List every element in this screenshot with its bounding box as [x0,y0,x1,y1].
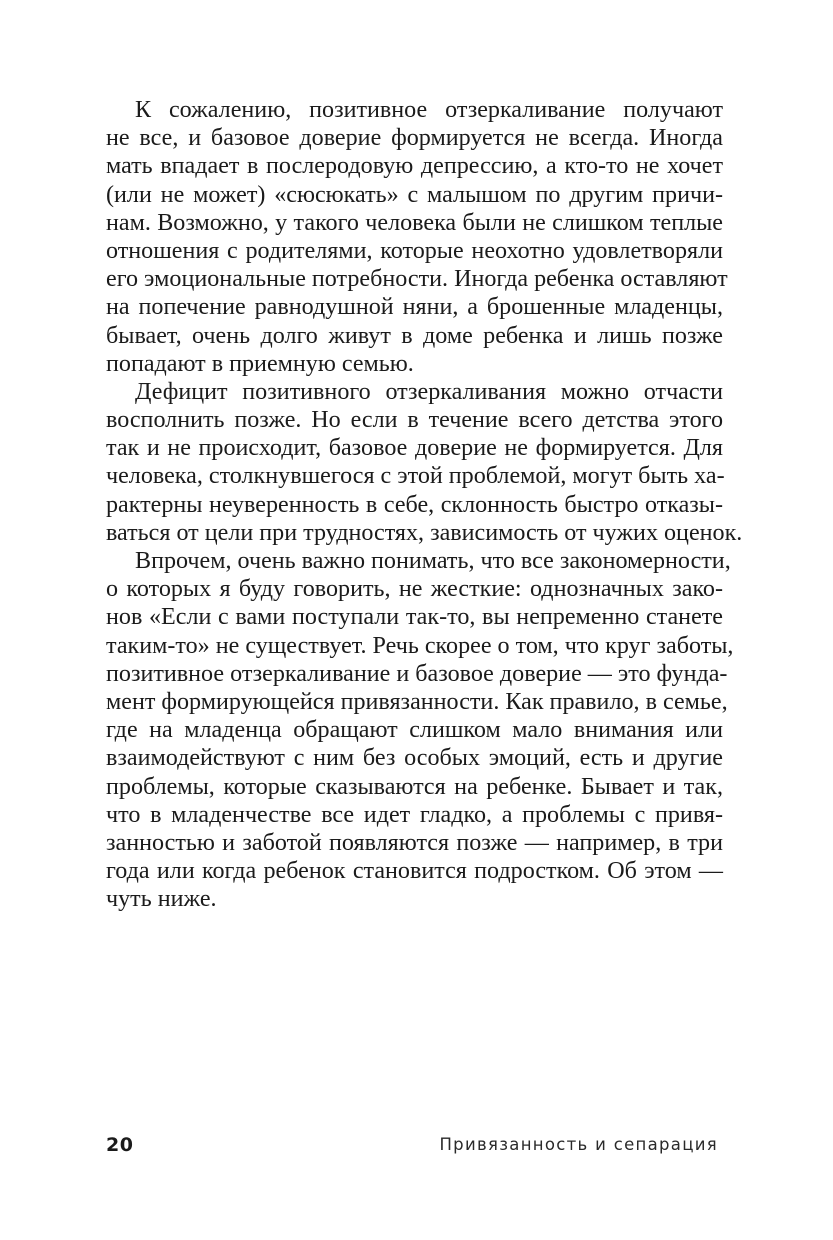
text-line: что в младенчестве все идет гладко, а проблемы с привя- [106,801,723,828]
text-line: отношения с родителями, которые неохотно удовлетворяли [106,237,723,264]
text-line: мать впадает в послеродовую депрессию, а кто-то не хочет [106,153,723,180]
text-line: нов «Если с вами поступали так-то, вы непременно станете [106,604,723,631]
text-line: рактерны неуверенность в себе, склонность быстро отказы- [106,491,723,518]
text-line: бывает, очень долго живут в доме ребенка и лишь позже [106,322,723,349]
text-line: взаимодействуют с ним без особых эмоций, есть и другие [106,745,723,772]
text-line: мент формирующейся привязанности. Как правило, в семье, [106,688,728,715]
text-line: года или когда ребенок становится подростком. Об этом — [106,858,723,885]
text-line: так и не происходит, базовое доверие не формируется. Для [106,435,723,462]
text-line: ваться от цели при трудностях, зависимость от чужих оценок. [106,519,743,546]
paragraph-1 [106,96,728,378]
text-line: (или не может) «сюсюкать» с малышом по другим причи- [106,181,723,208]
text-line: попадают в приемную семью. [106,350,414,377]
text-line: восполнить позже. Но если в течение всего детства этого [106,407,723,434]
text-line: К сожалению, позитивное отзеркаливание получают [135,97,723,123]
text-line: занностью и заботой появляются позже — например, в три [106,829,723,856]
text-line: чуть ниже. [106,886,217,913]
text-line: Впрочем, очень важно понимать, что все закономерности, [135,548,731,574]
running-title: Привязанность и сепарация [439,1135,718,1154]
page-footer [106,1134,718,1158]
text-line: позитивное отзеркаливание и базовое доверие — это фунда- [106,660,728,687]
text-line: на попечение равнодушной няни, а брошенные младенцы, [106,294,723,321]
text-line: его эмоциональные потребности. Иногда ребенка оставляют [106,266,728,293]
paragraph-3 [106,547,734,913]
page-number: 20 [106,1134,134,1156]
text-line: Дефицит позитивного отзеркаливания можно отчасти [135,378,723,405]
text-line: человека, столкнувшегося с этой проблемой, могут быть ха- [106,463,725,490]
text-line: не все, и базовое доверие формируется не всегда. Иногда [106,125,723,152]
paragraph-2 [106,378,743,547]
body-text [106,96,743,913]
text-line: о которых я буду говорить, не жесткие: однозначных зако- [106,576,723,603]
text-line: нам. Возможно, у такого человека были не слишком теплые [106,209,723,236]
text-line: таким-то» не существует. Речь скорее о том, что круг заботы, [106,632,734,659]
text-line: где на младенца обращают слишком мало внимания или [106,717,723,744]
text-line: проблемы, которые сказываются на ребенке. Бывает и так, [106,773,723,800]
